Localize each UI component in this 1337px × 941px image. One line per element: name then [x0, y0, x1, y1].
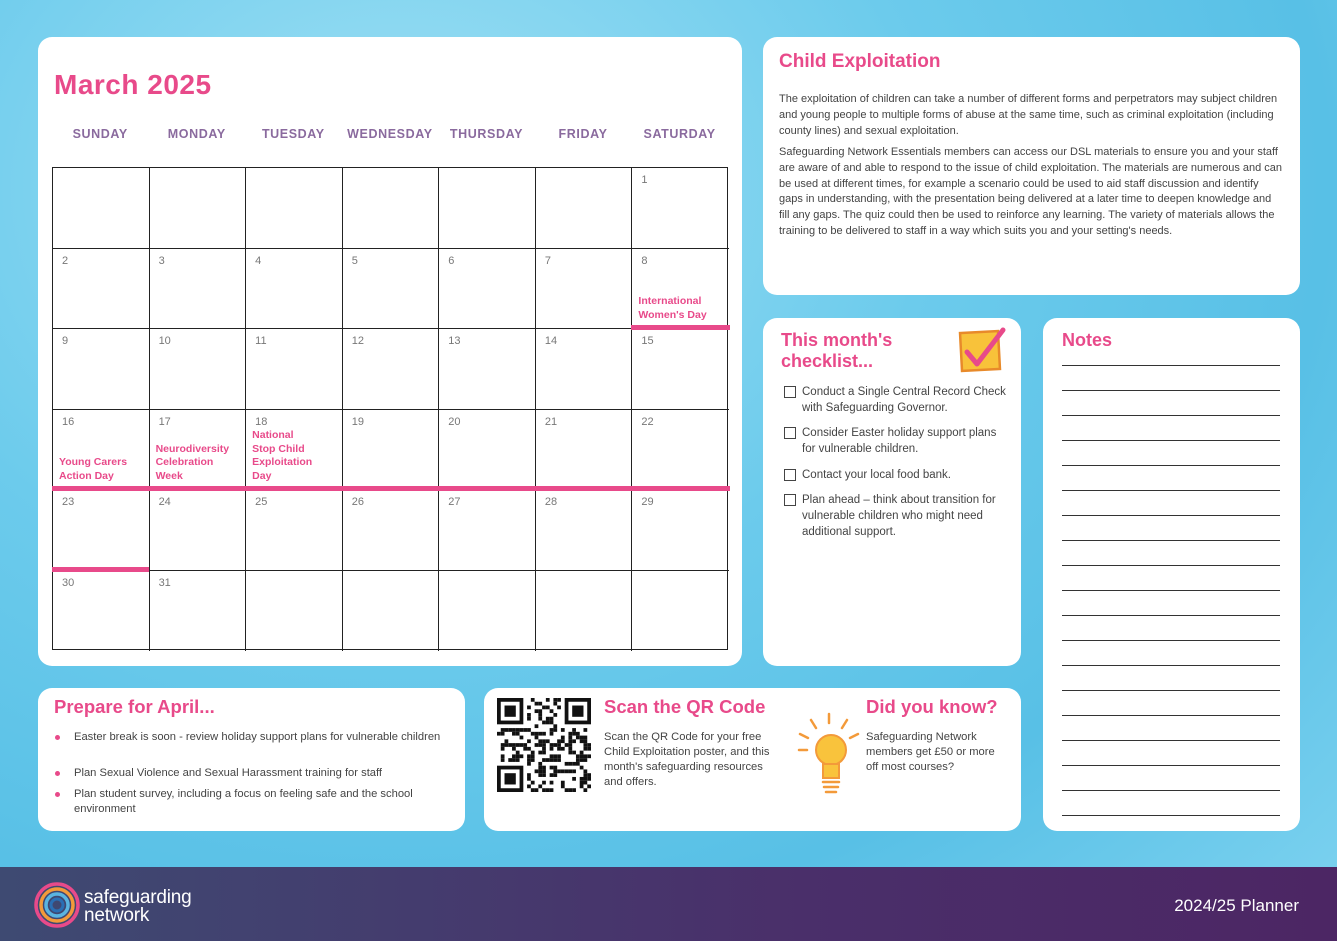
did-you-know-title: Did you know?: [866, 696, 998, 717]
day-header: THURSDAY: [449, 127, 524, 141]
date-number: 4: [255, 254, 262, 267]
note-line: [1062, 665, 1280, 666]
day-header: TUESDAY: [261, 127, 325, 141]
date-number: 22: [641, 415, 654, 428]
qr-text: Scan the QR Code for your free Child Exploitation poster, and this month's safeguarding resources and offers.: [604, 731, 770, 788]
note-line: [1062, 440, 1280, 441]
day-header: FRIDAY: [558, 127, 608, 141]
calendar-cell[interactable]: [536, 329, 633, 410]
checklist-item[interactable]: Consider Easter holiday support plans for vulnerable children.: [784, 425, 1009, 457]
checklist-item[interactable]: Contact your local food bank.: [784, 467, 1009, 483]
date-number: 13: [448, 335, 461, 347]
calendar-cell[interactable]: [53, 329, 150, 410]
calendar-event: International Women's Day: [638, 295, 707, 321]
event-highlight-bar: [631, 325, 730, 330]
checklist-item[interactable]: Conduct a Single Central Record Check with Safeguarding Governor.: [784, 384, 1009, 416]
date-number: 17: [158, 415, 171, 428]
date-number: 26: [351, 496, 364, 508]
date-number: 27: [448, 496, 461, 508]
checkmark-icon: [957, 326, 1007, 374]
child-exploitation-panel: [763, 37, 1300, 295]
prepare-title: Prepare for April...: [54, 696, 215, 717]
calendar-event: Young Carers Action Day: [59, 456, 128, 482]
note-line: [1062, 515, 1280, 516]
qr-code-icon[interactable]: [497, 698, 591, 792]
calendar-cell[interactable]: [632, 410, 729, 491]
calendar-cell[interactable]: [439, 329, 536, 410]
calendar-cell[interactable]: [150, 490, 247, 571]
day-header: SATURDAY: [643, 127, 716, 141]
note-line: [1062, 640, 1280, 641]
calendar-cell[interactable]: [150, 410, 247, 491]
date-number: 31: [158, 576, 171, 589]
date-number: 9: [62, 335, 69, 347]
date-number: 8: [641, 254, 648, 267]
calendar-cell[interactable]: [246, 329, 343, 410]
date-number: 14: [544, 335, 558, 347]
bullet-icon: [55, 771, 60, 776]
note-line: [1062, 490, 1280, 491]
note-line: [1062, 365, 1280, 366]
date-number: 21: [544, 415, 558, 428]
calendar-grid: [52, 167, 728, 650]
checkbox-icon[interactable]: [784, 386, 796, 398]
date-number: 1: [641, 174, 648, 186]
calendar-event: Neurodiversity Celebration Week: [155, 442, 230, 482]
date-number: 15: [641, 335, 654, 347]
day-header: WEDNESDAY: [347, 127, 433, 141]
note-line: [1062, 465, 1280, 466]
footer: [0, 867, 1337, 941]
calendar-cell[interactable]: [150, 168, 247, 249]
calendar-cell[interactable]: [246, 490, 343, 571]
calendar-cell[interactable]: [439, 249, 536, 330]
qr-panel: [484, 688, 1021, 831]
prepare-panel: [38, 688, 465, 831]
calendar-cell[interactable]: [343, 490, 440, 571]
note-line: [1062, 415, 1280, 416]
calendar-cell[interactable]: [53, 410, 150, 491]
calendar-cell[interactable]: [536, 410, 633, 491]
checklist-title: This month's checklist...: [781, 330, 893, 371]
note-line: [1062, 815, 1280, 816]
planner-label: 2024/25 Planner: [1174, 896, 1299, 915]
calendar-cell[interactable]: [632, 249, 729, 330]
did-you-know-text: Safeguarding Network members get £50 or more off most courses?: [866, 731, 995, 773]
date-number: 10: [158, 335, 171, 347]
calendar-cell[interactable]: [343, 249, 440, 330]
note-line: [1062, 615, 1280, 616]
day-header: MONDAY: [167, 127, 226, 141]
date-number: 25: [255, 496, 268, 508]
date-number: 12: [351, 335, 364, 347]
date-number: 18: [255, 415, 268, 428]
note-line: [1062, 765, 1280, 766]
checkbox-icon[interactable]: [784, 469, 796, 481]
date-number: 7: [544, 254, 551, 267]
notes-title: Notes: [1062, 330, 1113, 350]
event-highlight-bar: [52, 486, 730, 491]
calendar-cell[interactable]: [246, 168, 343, 249]
lightbulb-icon: [797, 712, 861, 798]
calendar-cell[interactable]: [53, 168, 150, 249]
calendar-cell[interactable]: [343, 571, 440, 652]
calendar-cell[interactable]: [439, 410, 536, 491]
calendar-cell[interactable]: [536, 249, 633, 330]
calendar-cell[interactable]: [632, 329, 729, 410]
event-highlight-bar: [52, 567, 149, 572]
calendar-cell[interactable]: [343, 168, 440, 249]
calendar-panel: [38, 37, 742, 666]
list-item: Easter break is soon - review holiday support plans for vulnerable children: [74, 730, 444, 745]
child-exploitation-para-1: The exploitation of children can take a number of different forms and perpetrators may subject children and young people to multiple forms of abuse at the same time, such as criminal exploitation (including county lines) and sexual exploitation.: [779, 93, 1278, 137]
note-line: [1062, 590, 1280, 591]
date-number: 6: [448, 254, 455, 267]
note-line: [1062, 690, 1280, 691]
checklist-panel: [763, 318, 1021, 666]
calendar-cell[interactable]: [150, 329, 247, 410]
calendar-cell[interactable]: [632, 168, 729, 249]
note-line: [1062, 715, 1280, 716]
calendar-cell[interactable]: [246, 410, 343, 491]
date-number: 19: [351, 415, 364, 428]
date-number: 30: [62, 576, 75, 589]
note-line: [1062, 740, 1280, 741]
calendar-cell[interactable]: [246, 249, 343, 330]
notes-panel: [1043, 318, 1300, 831]
date-number: 11: [255, 335, 267, 347]
note-line: [1062, 540, 1280, 541]
list-item: Plan Sexual Violence and Sexual Harassment training for staff: [74, 766, 444, 781]
note-line: [1062, 390, 1280, 391]
calendar-title: March 2025: [54, 69, 212, 100]
calendar-cell[interactable]: [632, 571, 729, 652]
calendar-cell[interactable]: [150, 571, 247, 652]
calendar-cell[interactable]: [439, 490, 536, 571]
calendar-cell[interactable]: [246, 571, 343, 652]
date-number: 23: [62, 496, 75, 508]
checkbox-icon[interactable]: [784, 427, 796, 439]
calendar-cell[interactable]: [53, 571, 150, 652]
calendar-cell[interactable]: [53, 490, 150, 571]
day-header: SUNDAY: [72, 127, 128, 141]
calendar-cell[interactable]: [343, 329, 440, 410]
bullet-icon: [55, 792, 60, 797]
date-number: 16: [62, 415, 75, 428]
calendar-cell[interactable]: [439, 571, 536, 652]
date-number: 29: [641, 496, 654, 508]
calendar-cell[interactable]: [53, 249, 150, 330]
calendar-cell[interactable]: [536, 490, 633, 571]
checklist-item[interactable]: Plan ahead – think about transition for vulnerable children who might need additional support.: [784, 492, 1009, 540]
child-exploitation-title: Child Exploitation: [779, 51, 941, 72]
checkbox-icon[interactable]: [784, 494, 796, 506]
calendar-cell[interactable]: [343, 410, 440, 491]
date-number: 2: [62, 254, 69, 267]
child-exploitation-para-2: Safeguarding Network Essentials members can access our DSL materials to ensure you and your staff are aware of and able to respond to the issue of child exploitation. The materials are numerous and can be used at different times, for example a scenario could be used to aid staff discussion and identify gaps in understanding, with the presentation being delivered at a later time to deepen knowledge and fill any gaps. The quiz could then be used to reinforce any learning. The variety of materials allows the training to be delivered to staff in a way which suits you and your setting's needs.: [779, 146, 1283, 237]
date-number: 3: [158, 254, 165, 267]
safeguarding-network-logo-icon: [34, 882, 80, 928]
qr-title: Scan the QR Code: [604, 696, 766, 717]
date-number: 5: [351, 254, 358, 267]
note-line: [1062, 565, 1280, 566]
date-number: 20: [448, 415, 461, 428]
calendar-cell[interactable]: [536, 168, 633, 249]
note-line: [1062, 790, 1280, 791]
bullet-icon: [55, 735, 60, 740]
date-number: 24: [158, 496, 171, 508]
calendar-cell[interactable]: [536, 571, 633, 652]
list-item: Plan student survey, including a focus on feeling safe and the school environment: [74, 787, 444, 817]
calendar-cell[interactable]: [632, 490, 729, 571]
calendar-cell[interactable]: [150, 249, 247, 330]
date-number: 28: [544, 496, 558, 508]
calendar-event: National Stop Child Exploitation Day: [252, 429, 313, 482]
calendar-cell[interactable]: [439, 168, 536, 249]
brand-name: safeguarding network: [84, 887, 192, 926]
